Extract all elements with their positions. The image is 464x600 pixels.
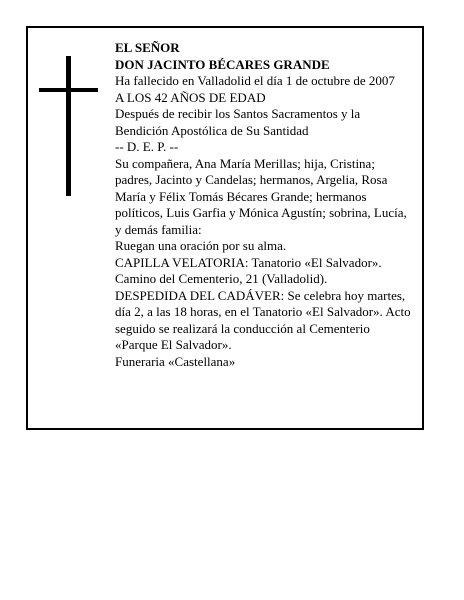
title-line-1: EL SEÑOR: [115, 40, 180, 55]
sacraments-statement: Después de recibir los Santos Sacramentos y la Bendición Apostólica de Su Santidad: [115, 106, 361, 138]
rip-line: -- D. E. P. --: [115, 139, 179, 154]
passing-statement: Ha fallecido en Valladolid el día 1 de octubre de 2007: [115, 73, 395, 88]
obituary-text: [115, 40, 427, 370]
deceased-name: DON JACINTO BÉCARES GRANDE: [115, 56, 330, 72]
family-list: Su compañera, Ana María Merillas; hija, Cristina; padres, Jacinto y Candelas; hermanos, Argelia, Rosa María y Félix Tomás Bécares Grande; hermanos políticos, Luis Garfia y Mónica Agustín; sobrina, Lucía, y demás familia:: [115, 155, 407, 237]
age-statement: A LOS 42 AÑOS DE EDAD: [115, 89, 266, 105]
funeral-home: Funeraria «Castellana»: [115, 353, 236, 369]
funeral-info: DESPEDIDA DEL CADÁVER: Se celebra hoy martes, día 2, a las 18 horas, en el Tanatorio «El Salvador». Acto seguido se realizará la conducción al Cementerio «Parque El Salvador».: [115, 287, 411, 352]
prayer-request: Ruegan una oración por su alma.: [115, 238, 287, 253]
obituary-notice: [26, 26, 424, 430]
cross-horizontal-bar: [39, 88, 98, 92]
chapel-info: CAPILLA VELATORIA: Tanatorio «El Salvador». Camino del Cementerio, 21 (Valladolid).: [115, 254, 382, 286]
cross-vertical-bar: [66, 56, 71, 196]
